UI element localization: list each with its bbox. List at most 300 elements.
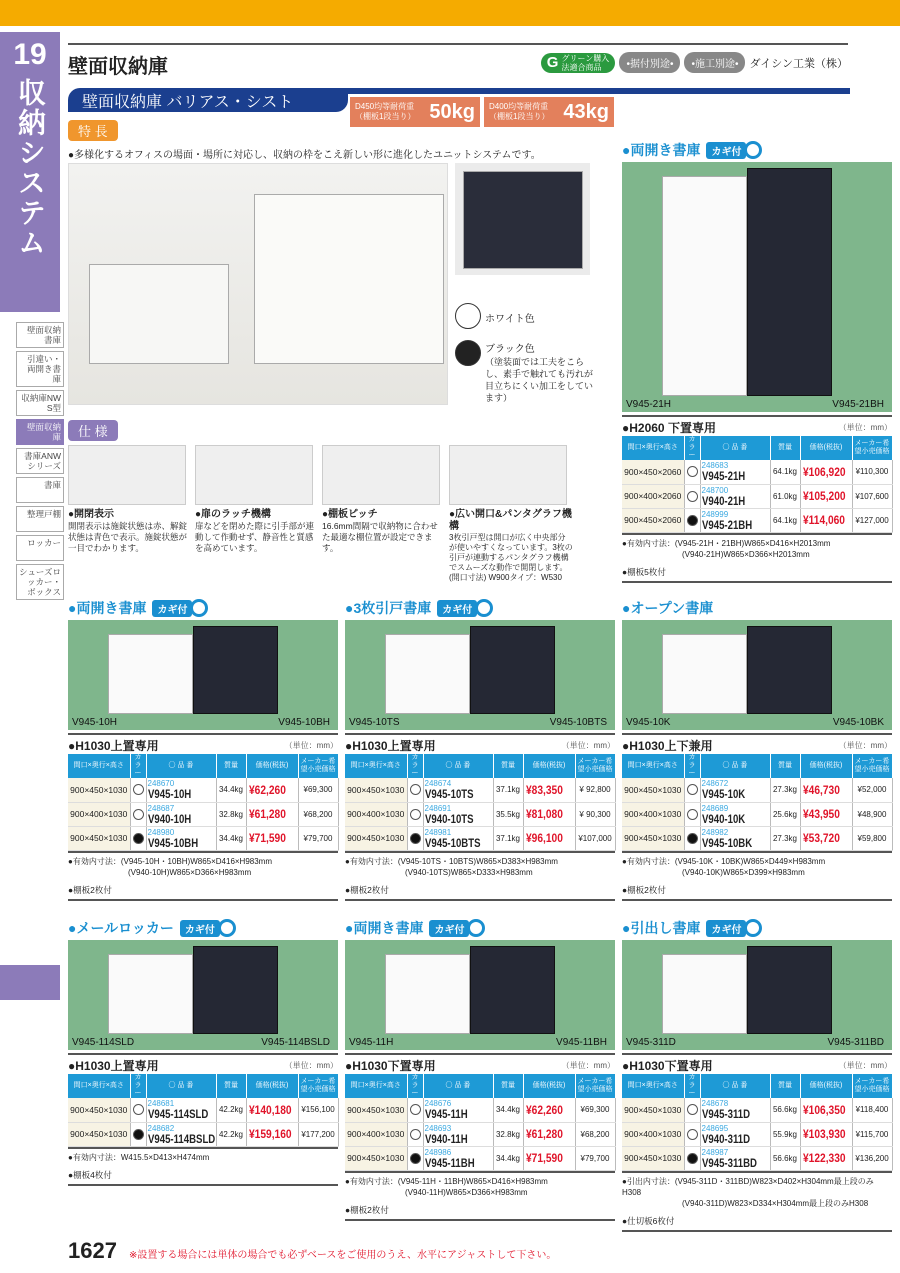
color-cell xyxy=(130,1098,146,1122)
product-section xyxy=(622,598,892,901)
price-value: ¥62,260 xyxy=(525,1102,563,1117)
dimension-line: ●有効内寸法：(V945-21H・21BH)W865×D416×H2013mm xyxy=(622,538,831,548)
load-label: D450均等耐荷重（棚板1段当り） xyxy=(355,102,416,121)
price-cell xyxy=(523,778,575,802)
model-cell xyxy=(146,778,216,802)
chapter-label: 収納システム xyxy=(15,78,46,258)
price-value: ¥114,060 xyxy=(802,513,845,527)
column-header: メーカー希望小売価格 xyxy=(575,754,615,778)
column-header: 〇 品 番 xyxy=(700,1074,770,1098)
price-value: ¥83,350 xyxy=(525,782,563,797)
color-cell xyxy=(407,1146,423,1170)
size-cell: 900×400×1030 xyxy=(622,802,684,826)
black-cabinet xyxy=(747,168,832,396)
header-rule xyxy=(68,43,848,45)
green-mark: G xyxy=(546,54,559,71)
product-code: 248683 xyxy=(701,461,729,471)
table-row xyxy=(622,778,892,802)
weight-cell: 32.8kg xyxy=(216,802,246,826)
weight-cell: 56.6kg xyxy=(770,1098,800,1122)
inner-dimensions xyxy=(68,851,338,878)
model-number: V940-10H xyxy=(147,811,191,826)
model-label-white: V945-10TS xyxy=(349,717,400,728)
model-cell xyxy=(700,802,770,826)
model-number: V945-21BH xyxy=(701,517,752,532)
product-code: 248678 xyxy=(701,1099,729,1109)
black-cabinet xyxy=(193,946,278,1034)
chapter-tab xyxy=(0,32,60,312)
column-header: 〇 品 番 xyxy=(146,1074,216,1098)
spec-caption xyxy=(449,509,573,583)
list-price-cell: ¥107,600 xyxy=(852,484,892,508)
spec-text: 3枚引戸型は開口が広く中央部分が使いやすくなっています。3枚の引戸が連動するパンタグラフ機構でスムーズな動作で開閉します。(開口寸法) W900タイプ：W530 xyxy=(449,533,573,582)
chapter-number: 19 xyxy=(13,38,47,71)
column-header: 間口×奥行×高さ xyxy=(345,754,407,778)
white-color-dot xyxy=(687,784,698,795)
white-swatch xyxy=(455,303,481,329)
weight-cell: 27.3kg xyxy=(770,778,800,802)
height-label: ●H1030上下兼用 xyxy=(622,739,713,753)
column-header: 質量 xyxy=(770,754,800,778)
table-title xyxy=(622,415,892,436)
size-cell: 900×450×1030 xyxy=(345,778,407,802)
table-row xyxy=(622,1098,892,1122)
column-header: 質量 xyxy=(770,1074,800,1098)
table-row xyxy=(622,1122,892,1146)
model-cell xyxy=(146,802,216,826)
size-cell: 900×450×1030 xyxy=(345,1146,407,1170)
model-number: V945-311BD xyxy=(701,1155,757,1170)
price-value: ¥43,950 xyxy=(802,807,840,821)
list-price-cell: ¥177,200 xyxy=(298,1122,338,1146)
price-table xyxy=(622,754,893,851)
product-code: 248670 xyxy=(147,779,175,789)
price-table xyxy=(68,754,339,851)
maker-name: ダイシン工業（株） xyxy=(749,57,848,70)
dimension-line: (V940-10TS)W865×D333×H983mm xyxy=(405,867,533,877)
spec-title: ●扉のラッチ機構 xyxy=(195,509,271,520)
features-tag: 特 長 xyxy=(68,120,118,141)
table-row xyxy=(345,826,615,850)
index-tabs xyxy=(16,322,64,603)
top-color-bar xyxy=(0,0,900,26)
dimension-line: (V940-10H)W865×D366×H983mm xyxy=(128,867,252,877)
black-cabinet xyxy=(470,946,555,1034)
size-cell: 900×450×1030 xyxy=(622,1146,684,1170)
weight-cell: 34.4kg xyxy=(493,1146,523,1170)
spec-title: ●棚板ピッチ xyxy=(322,509,378,520)
price-cell xyxy=(523,1122,575,1146)
table-header-row xyxy=(622,1074,892,1098)
size-cell: 900×450×1030 xyxy=(68,1122,130,1146)
weight-cell: 42.2kg xyxy=(216,1098,246,1122)
dimension-line: (V940-11H)W865×D366×H983mm xyxy=(405,1187,528,1197)
size-cell: 900×450×1030 xyxy=(68,1098,130,1122)
index-tab[interactable]: ロッカー xyxy=(16,535,64,561)
size-cell: 900×450×1030 xyxy=(622,778,684,802)
table-row xyxy=(345,1098,615,1122)
weight-cell: 34.4kg xyxy=(216,826,246,850)
price-value: ¥61,280 xyxy=(525,1127,563,1141)
white-cabinet xyxy=(385,954,470,1034)
index-tab[interactable]: 壁面収納書庫 xyxy=(16,322,64,348)
inner-dimensions xyxy=(345,851,615,878)
white-color-dot xyxy=(410,784,421,795)
model-number: V940-21H xyxy=(701,493,745,508)
list-price-cell: ¥68,200 xyxy=(298,802,338,826)
color-cell xyxy=(684,826,700,850)
column-header: カラー xyxy=(407,754,423,778)
price-value: ¥62,260 xyxy=(248,782,286,797)
model-cell xyxy=(423,1098,493,1122)
price-value: ¥71,590 xyxy=(525,1151,563,1165)
size-cell: 900×450×1030 xyxy=(622,826,684,850)
dimension-line: (V940-311D)W823×D334×H304mm最上段のみH308 xyxy=(682,1198,869,1208)
height-label: ●H1030上置専用 xyxy=(68,1059,159,1073)
size-cell: 900×400×1030 xyxy=(345,1122,407,1146)
product-code: 248689 xyxy=(701,803,729,813)
dimension-line: ●有効内寸法：(V945-11H・11BH)W865×D416×H983mm xyxy=(345,1176,548,1186)
size-cell: 900×450×1030 xyxy=(345,1098,407,1122)
price-value: ¥106,350 xyxy=(802,1102,846,1117)
product-title: ●メールロッカー xyxy=(68,920,174,936)
unit-label: （単位：mm） xyxy=(838,423,892,432)
size-cell: 900×400×1030 xyxy=(622,1122,684,1146)
product-image xyxy=(345,940,615,1050)
color-cell xyxy=(684,460,700,484)
list-price-cell: ¥118,400 xyxy=(852,1098,892,1122)
model-cell xyxy=(423,826,493,850)
unit-label: （単位：mm） xyxy=(838,1061,892,1070)
key-badge: カギ付 xyxy=(152,600,192,617)
product-code: 248682 xyxy=(147,1123,175,1133)
spec-caption xyxy=(195,509,319,554)
price-cell xyxy=(800,484,852,508)
product-heading xyxy=(68,918,338,938)
price-cell xyxy=(800,508,852,532)
index-tab[interactable]: 書庫 xyxy=(16,477,64,503)
model-label-black: V945-11BH xyxy=(556,1037,607,1048)
black-color-dot xyxy=(410,1153,421,1164)
weight-cell: 37.1kg xyxy=(493,826,523,850)
table-row xyxy=(68,826,338,850)
table-header-row xyxy=(68,1074,338,1098)
page-number: 1627 xyxy=(68,1238,117,1263)
white-color-dot xyxy=(133,1104,144,1115)
index-tab[interactable]: 書庫ANWシリーズ xyxy=(16,448,64,474)
price-cell xyxy=(246,1098,298,1122)
table-row xyxy=(68,778,338,802)
price-value: ¥71,590 xyxy=(248,831,286,845)
product-code: 248987 xyxy=(701,1147,729,1157)
model-number: V945-10BH xyxy=(147,835,198,850)
column-header: カラー xyxy=(407,1074,423,1098)
model-number: V940-311D xyxy=(701,1131,750,1146)
table-title xyxy=(622,733,892,754)
features-text: ●多様化するオフィスの場面・場所に対応し、収納の枠をこえ新しい形に進化したユニットシステムです。 xyxy=(68,150,541,161)
column-header: 価格(税抜) xyxy=(523,1074,575,1098)
model-number: V945-10H xyxy=(147,787,191,802)
model-cell xyxy=(423,1122,493,1146)
inner-dimensions xyxy=(622,1171,892,1209)
product-image xyxy=(622,162,892,412)
model-number: V945-10BTS xyxy=(424,835,480,850)
model-cell xyxy=(146,1098,216,1122)
price-value: ¥159,160 xyxy=(248,1127,292,1141)
price-cell xyxy=(800,460,852,484)
inner-dimensions xyxy=(622,533,892,560)
shelf-note: ●棚板4枚付 xyxy=(68,1169,338,1186)
color-cell xyxy=(684,778,700,802)
table-title xyxy=(68,733,338,754)
size-cell: 900×450×1030 xyxy=(68,778,130,802)
load-badge-d400 xyxy=(484,97,614,127)
column-header: 間口×奥行×高さ xyxy=(68,1074,130,1098)
price-value: ¥61,280 xyxy=(248,807,286,821)
product-code: 248982 xyxy=(701,827,729,837)
white-color-dot xyxy=(410,809,421,820)
model-number: V945-10K xyxy=(701,787,745,802)
model-number: V940-10TS xyxy=(424,811,474,826)
column-header: 間口×奥行×高さ xyxy=(68,754,130,778)
table-row xyxy=(622,460,892,484)
list-price-cell: ¥136,200 xyxy=(852,1146,892,1170)
black-color-dot xyxy=(410,833,421,844)
price-value: ¥103,930 xyxy=(802,1127,846,1141)
white-color-dot xyxy=(410,1129,421,1140)
product-section xyxy=(68,918,338,1186)
white-color-dot xyxy=(687,466,698,477)
model-cell xyxy=(700,1122,770,1146)
inner-dimensions xyxy=(622,851,892,878)
color-cell xyxy=(130,826,146,850)
shelf-note: ●棚板2枚付 xyxy=(622,884,892,901)
list-price-cell: ¥69,300 xyxy=(575,1098,615,1122)
black-color-note: （塗装面では工夫をこらし、素手で触れても汚れが目立ちにくい加工をしています） xyxy=(485,357,594,403)
column-header: 〇 品 番 xyxy=(700,754,770,778)
model-number: V945-114SLD xyxy=(147,1107,208,1122)
shelf-note: ●棚板2枚付 xyxy=(345,884,615,901)
price-cell xyxy=(800,802,852,826)
key-badge: カギ付 xyxy=(706,142,746,159)
index-tab[interactable]: シューズロッカー・ボックス xyxy=(16,564,64,600)
column-header: 間口×奥行×高さ xyxy=(345,1074,407,1098)
black-cabinet xyxy=(747,626,832,714)
price-value: ¥46,730 xyxy=(802,782,840,797)
weight-cell: 37.1kg xyxy=(493,778,523,802)
product-section xyxy=(622,140,892,583)
column-header: メーカー希望小売価格 xyxy=(852,754,892,778)
price-cell xyxy=(246,826,298,850)
column-header: 質量 xyxy=(493,754,523,778)
installation-extra-badge: •据付別途• xyxy=(619,52,680,73)
product-image xyxy=(68,940,338,1050)
spec-title: ●開閉表示 xyxy=(68,509,115,520)
color-cell xyxy=(684,1098,700,1122)
column-header: メーカー希望小売価格 xyxy=(852,1074,892,1098)
inner-dimensions xyxy=(345,1171,615,1198)
column-header: カラー xyxy=(130,1074,146,1098)
table-title xyxy=(68,1053,338,1074)
table-title xyxy=(345,1053,615,1074)
weight-cell: 34.4kg xyxy=(493,1098,523,1122)
model-label-black: V945-10BH xyxy=(278,717,330,728)
price-table xyxy=(345,754,616,851)
list-price-cell: ¥156,100 xyxy=(298,1098,338,1122)
column-header: 間口×奥行×高さ xyxy=(622,1074,684,1098)
white-cabinet xyxy=(662,634,747,714)
price-cell xyxy=(800,826,852,850)
weight-cell: 55.9kg xyxy=(770,1122,800,1146)
product-heading xyxy=(622,140,892,160)
list-price-cell: ¥110,300 xyxy=(852,460,892,484)
weight-cell: 56.6kg xyxy=(770,1146,800,1170)
spec-image xyxy=(68,445,186,505)
spec-caption xyxy=(322,509,446,554)
price-cell xyxy=(246,1122,298,1146)
model-label-white: V945-114SLD xyxy=(72,1037,135,1048)
shelf-note: ●棚板2枚付 xyxy=(345,1204,615,1221)
model-label-white: V945-10K xyxy=(626,717,671,728)
office-photo xyxy=(68,163,448,405)
list-price-cell: ¥52,000 xyxy=(852,778,892,802)
black-cabinet xyxy=(193,626,278,714)
product-code: 248986 xyxy=(424,1147,452,1157)
product-section xyxy=(345,918,615,1221)
price-table xyxy=(345,1074,616,1171)
column-header: 質量 xyxy=(770,436,800,460)
black-color-dot xyxy=(133,1129,144,1140)
price-cell xyxy=(800,1146,852,1170)
color-cell xyxy=(684,508,700,532)
white-color-dot xyxy=(687,1129,698,1140)
column-header: 〇 品 番 xyxy=(700,436,770,460)
list-price-cell: ¥115,700 xyxy=(852,1122,892,1146)
column-header: 質量 xyxy=(216,1074,246,1098)
product-code: 248676 xyxy=(424,1099,452,1109)
product-code: 248695 xyxy=(701,1123,729,1133)
model-cell xyxy=(700,778,770,802)
weight-cell: 25.6kg xyxy=(770,802,800,826)
model-cell xyxy=(700,484,770,508)
table-row xyxy=(345,1122,615,1146)
color-cell xyxy=(684,802,700,826)
black-swatch xyxy=(455,340,481,366)
index-tab[interactable]: 整理戸棚 xyxy=(16,506,64,532)
table-row xyxy=(622,1146,892,1170)
black-cabinet xyxy=(470,626,555,714)
size-cell: 900×400×1030 xyxy=(345,802,407,826)
black-cabinet xyxy=(747,946,832,1034)
model-cell xyxy=(700,1146,770,1170)
weight-cell: 34.4kg xyxy=(216,778,246,802)
spec-text: 16.6mm間隔で収納物に合わせた最適な棚位置が設定できます。 xyxy=(322,521,438,553)
black-color-label: ブラック色 xyxy=(485,344,535,355)
product-section xyxy=(68,598,338,901)
model-number: V940-10K xyxy=(701,811,745,826)
white-cabinet xyxy=(662,954,747,1034)
white-color-label: ホワイト色 xyxy=(485,314,535,325)
price-table xyxy=(622,436,893,533)
product-code: 248672 xyxy=(701,779,729,789)
key-badge: カギ付 xyxy=(706,920,746,937)
model-cell xyxy=(423,1146,493,1170)
table-header-row xyxy=(68,754,338,778)
column-header: カラー xyxy=(684,436,700,460)
column-header: メーカー希望小売価格 xyxy=(298,1074,338,1098)
color-cell xyxy=(684,1146,700,1170)
list-price-cell: ¥68,200 xyxy=(575,1122,615,1146)
product-code: 248691 xyxy=(424,803,452,813)
product-code: 248674 xyxy=(424,779,452,789)
product-title: ●引出し書庫 xyxy=(622,920,701,936)
model-cell xyxy=(700,826,770,850)
footer xyxy=(68,1238,556,1264)
model-cell xyxy=(700,460,770,484)
column-header: カラー xyxy=(130,754,146,778)
model-label-black: V945-10BK xyxy=(832,717,884,728)
dimension-line: ●有効内寸法：W415.5×D413×H474mm xyxy=(68,1152,210,1162)
load-badge-d450 xyxy=(350,97,480,127)
color-cell xyxy=(130,1122,146,1146)
list-price-cell: ¥59,800 xyxy=(852,826,892,850)
key-badge: カギ付 xyxy=(180,920,220,937)
product-code: 248681 xyxy=(147,1099,175,1109)
index-tab[interactable]: 壁面収納庫 xyxy=(16,419,64,445)
product-code: 248981 xyxy=(424,827,452,837)
column-header: 〇 品 番 xyxy=(423,754,493,778)
height-label: ●H2060 下置専用 xyxy=(622,421,716,435)
unit-label: （単位：mm） xyxy=(838,741,892,750)
column-header: カラー xyxy=(684,754,700,778)
model-label-black: V945-10BTS xyxy=(549,717,607,728)
construction-extra-badge: •施工別途• xyxy=(684,52,745,73)
load-value: 43kg xyxy=(563,101,609,123)
white-cabinet xyxy=(108,954,193,1034)
key-badge: カギ付 xyxy=(429,920,469,937)
color-cell xyxy=(407,778,423,802)
index-tab[interactable]: 引違い・両開き書庫 xyxy=(16,351,64,387)
header-badges xyxy=(541,52,848,73)
price-cell xyxy=(523,802,575,826)
product-code: 248687 xyxy=(147,803,175,813)
size-cell: 900×450×1030 xyxy=(345,826,407,850)
white-color-dot xyxy=(133,809,144,820)
product-code: 248980 xyxy=(147,827,175,837)
white-cabinet xyxy=(662,176,747,396)
column-header: 間口×奥行×高さ xyxy=(622,754,684,778)
price-value: ¥140,180 xyxy=(248,1102,292,1117)
dimension-line: ●有効内寸法：(V945-10TS・10BTS)W865×D383×H983mm xyxy=(345,856,558,866)
model-number: V945-21H xyxy=(701,469,745,484)
table-header-row xyxy=(345,754,615,778)
column-header: 価格(税抜) xyxy=(246,754,298,778)
unit-label: （単位：mm） xyxy=(284,1061,338,1070)
column-header: メーカー希望小売価格 xyxy=(852,436,892,460)
price-value: ¥96,100 xyxy=(525,831,563,845)
white-color-dot xyxy=(687,809,698,820)
product-section xyxy=(622,918,892,1232)
green-purchase-badge xyxy=(541,53,616,73)
column-header: 質量 xyxy=(493,1074,523,1098)
weight-cell: 61.0kg xyxy=(770,484,800,508)
side-marker xyxy=(0,965,60,1000)
weight-cell: 32.8kg xyxy=(493,1122,523,1146)
model-number: V945-10BK xyxy=(701,835,752,850)
spec-tag: 仕 様 xyxy=(68,420,118,441)
footnote: ※設置する場合には単体の場合でも必ずベースをご使用のうえ、水平にアジャストして下さい。 xyxy=(128,1250,557,1261)
index-tab[interactable]: 収納庫NWS型 xyxy=(16,390,64,416)
